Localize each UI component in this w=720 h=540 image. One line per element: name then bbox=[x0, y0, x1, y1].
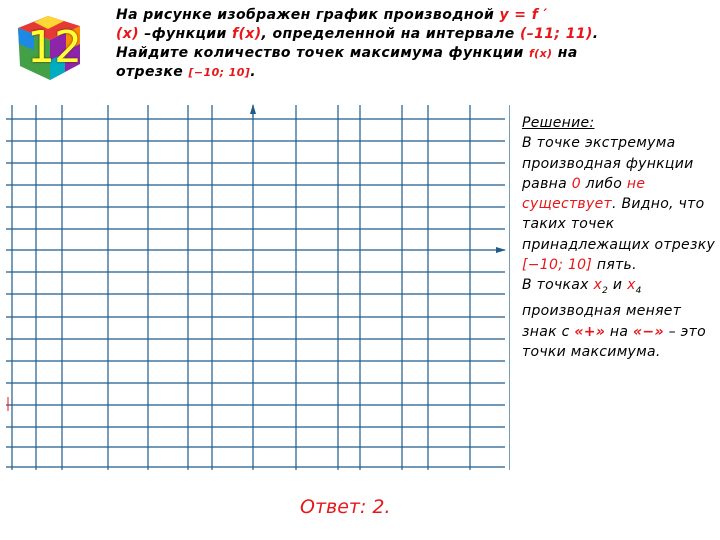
interval: (–11; 11) bbox=[519, 26, 593, 42]
solution-title: Решение: bbox=[522, 115, 595, 131]
segment: [−10; 10] bbox=[188, 66, 251, 79]
answer: Ответ: 2. bbox=[300, 496, 391, 518]
x-axis-arrow-icon bbox=[496, 247, 506, 253]
task-line-2: (x) –функции f(x), определенной на интервале (–11; 11). bbox=[116, 26, 599, 42]
function-name-small: f(x) bbox=[528, 47, 553, 60]
task-statement bbox=[116, 6, 714, 82]
y-axis bbox=[250, 104, 256, 117]
task-number: 12 bbox=[27, 22, 81, 73]
y-axis-arrow-icon bbox=[250, 104, 256, 114]
function-name: f(x) bbox=[231, 26, 262, 42]
task-line-3: Найдите количество точек максимума функции f(x) на bbox=[116, 45, 578, 61]
graph-grid bbox=[0, 95, 510, 475]
task-line-4: отрезке [−10; 10]. bbox=[116, 64, 256, 80]
solution-block: Решение: В точке экстремума производная функции равна 0 либо не существует. Видно, что таких точек принадлежащих отрезку [−10; 10] пять. В точках $x_2$ и $x_4$ производная меняет знак с «+» на «−» – это точки максимума. bbox=[522, 115, 716, 361]
task-line-1: На рисунке изображен график производной y = f ′ bbox=[116, 7, 548, 23]
task-number-badge bbox=[8, 6, 86, 84]
derivative-formula: y = f ′ bbox=[499, 7, 548, 23]
